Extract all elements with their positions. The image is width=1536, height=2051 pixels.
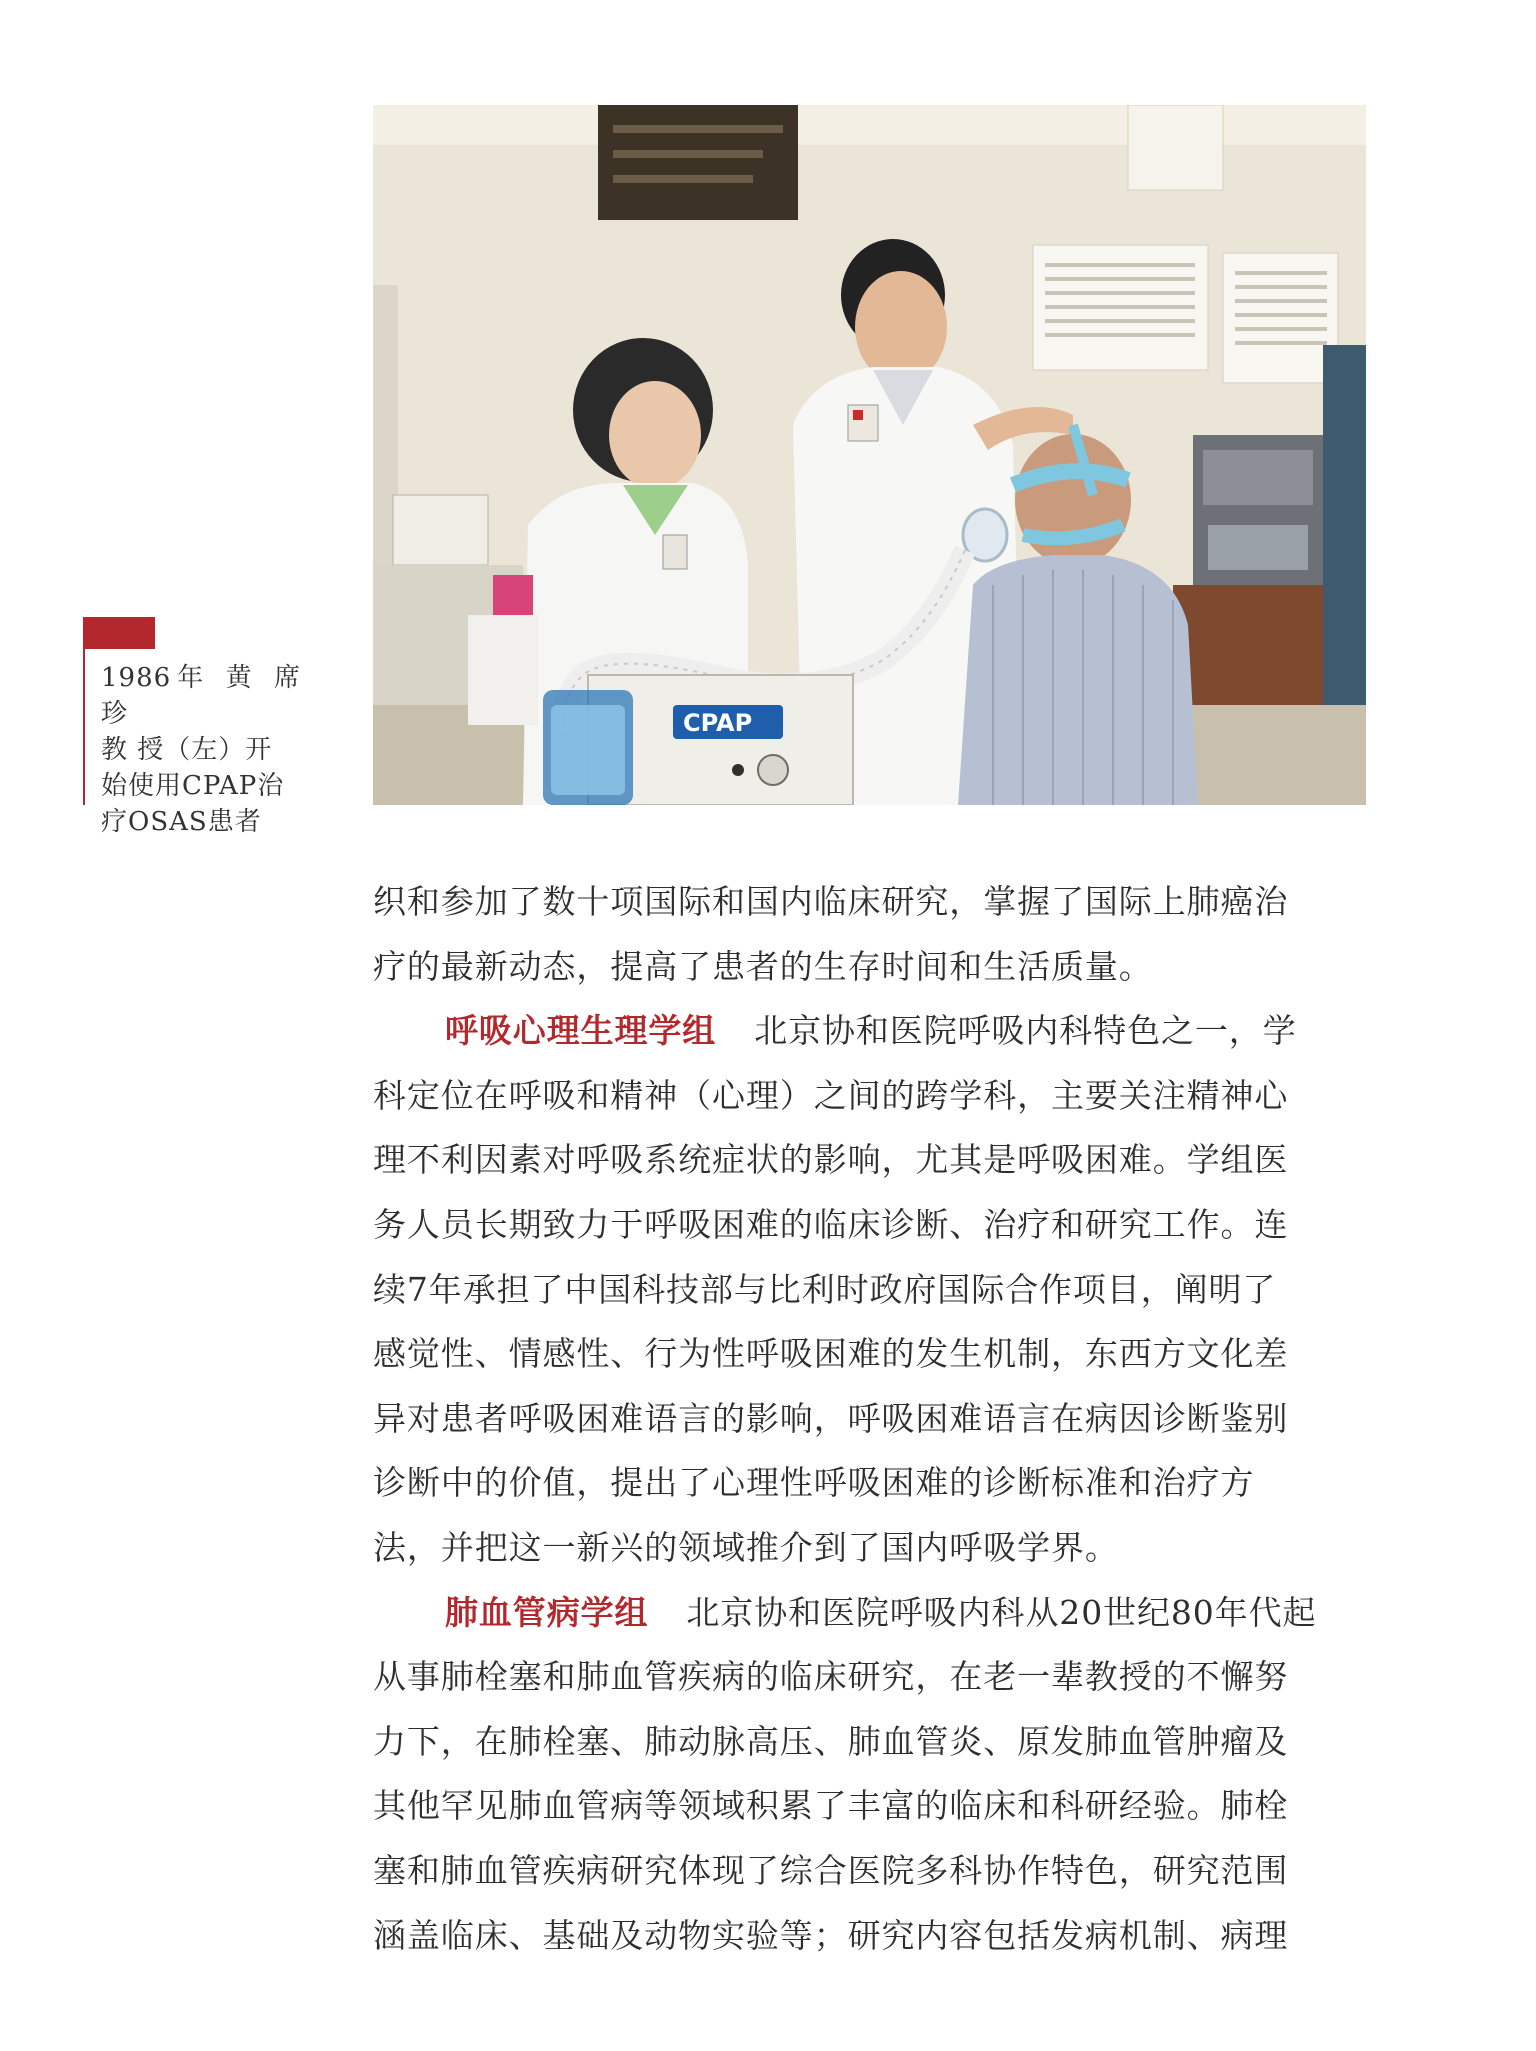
- body-text: [373, 870, 1366, 1968]
- section-heading-pulmonary-vascular: 肺血管病学组: [445, 1592, 649, 1632]
- section-first-line: [373, 1581, 1366, 1646]
- paragraph-line: 织和参加了数十项国际和国内临床研究，掌握了国际上肺癌治: [373, 882, 1289, 921]
- paragraph-line: 力下，在肺栓塞、肺动脉高压、肺血管炎、原发肺血管肿瘤及: [373, 1721, 1289, 1761]
- caption-line: 疗OSAS患者: [101, 807, 262, 837]
- caption-marker: [83, 617, 155, 649]
- paragraph-line: 塞和肺血管疾病研究体现了综合医院多科协作特色，研究范围: [373, 1850, 1289, 1890]
- cpap-treatment-photo: [373, 105, 1366, 805]
- paragraph-line: 异对患者呼吸困难语言的影响，呼吸困难语言在病因诊断鉴别: [373, 1398, 1289, 1438]
- caption-rule: [83, 617, 85, 805]
- photo-illustration: [373, 105, 1366, 805]
- caption-line: 1986年 黄 席 珍: [101, 663, 301, 729]
- paragraph-line: 诊断中的价值，提出了心理性呼吸困难的诊断标准和治疗方: [373, 1463, 1255, 1503]
- section-heading-respiratory-psychophysiology: 呼吸心理生理学组: [445, 1011, 717, 1051]
- paragraph-line: 务人员长期致力于呼吸困难的临床诊断、治疗和研究工作。连: [373, 1204, 1289, 1244]
- paragraph-line: 涵盖临床、基础及动物实验等；研究内容包括发病机制、病理: [373, 1915, 1289, 1955]
- section-lead-text: 北京协和医院呼吸内科从20世纪80年代起: [686, 1592, 1317, 1632]
- caption-line: 始使用CPAP治: [101, 771, 285, 801]
- paragraph-line: 疗的最新动态，提高了患者的生存时间和生活质量。: [373, 946, 1153, 986]
- paragraph-line: 从事肺栓塞和肺血管疾病的临床研究，在老一辈教授的不懈努: [373, 1657, 1289, 1697]
- paragraph-line: 法，并把这一新兴的领域推介到了国内呼吸学界。: [373, 1527, 1119, 1567]
- paragraph-line: 理不利因素对呼吸系统症状的影响，尤其是呼吸困难。学组医: [373, 1140, 1289, 1180]
- paragraph-line: 科定位在呼吸和精神（心理）之间的跨学科，主要关注精神心: [373, 1075, 1289, 1115]
- photo-caption: [101, 660, 301, 840]
- section-lead-text: 北京协和医院呼吸内科特色之一，学: [754, 1011, 1297, 1051]
- paragraph-line: 续7年承担了中国科技部与比利时政府国际合作项目，阐明了: [373, 1269, 1277, 1309]
- cpap-device-label: CPAP: [683, 709, 753, 737]
- caption-line: 教 授（左）开: [101, 735, 273, 765]
- paragraph-line: 其他罕见肺血管病等领域积累了丰富的临床和科研经验。肺栓: [373, 1786, 1289, 1826]
- section-first-line: [373, 999, 1366, 1064]
- paragraph-line: 感觉性、情感性、行为性呼吸困难的发生机制，东西方文化差: [373, 1334, 1289, 1374]
